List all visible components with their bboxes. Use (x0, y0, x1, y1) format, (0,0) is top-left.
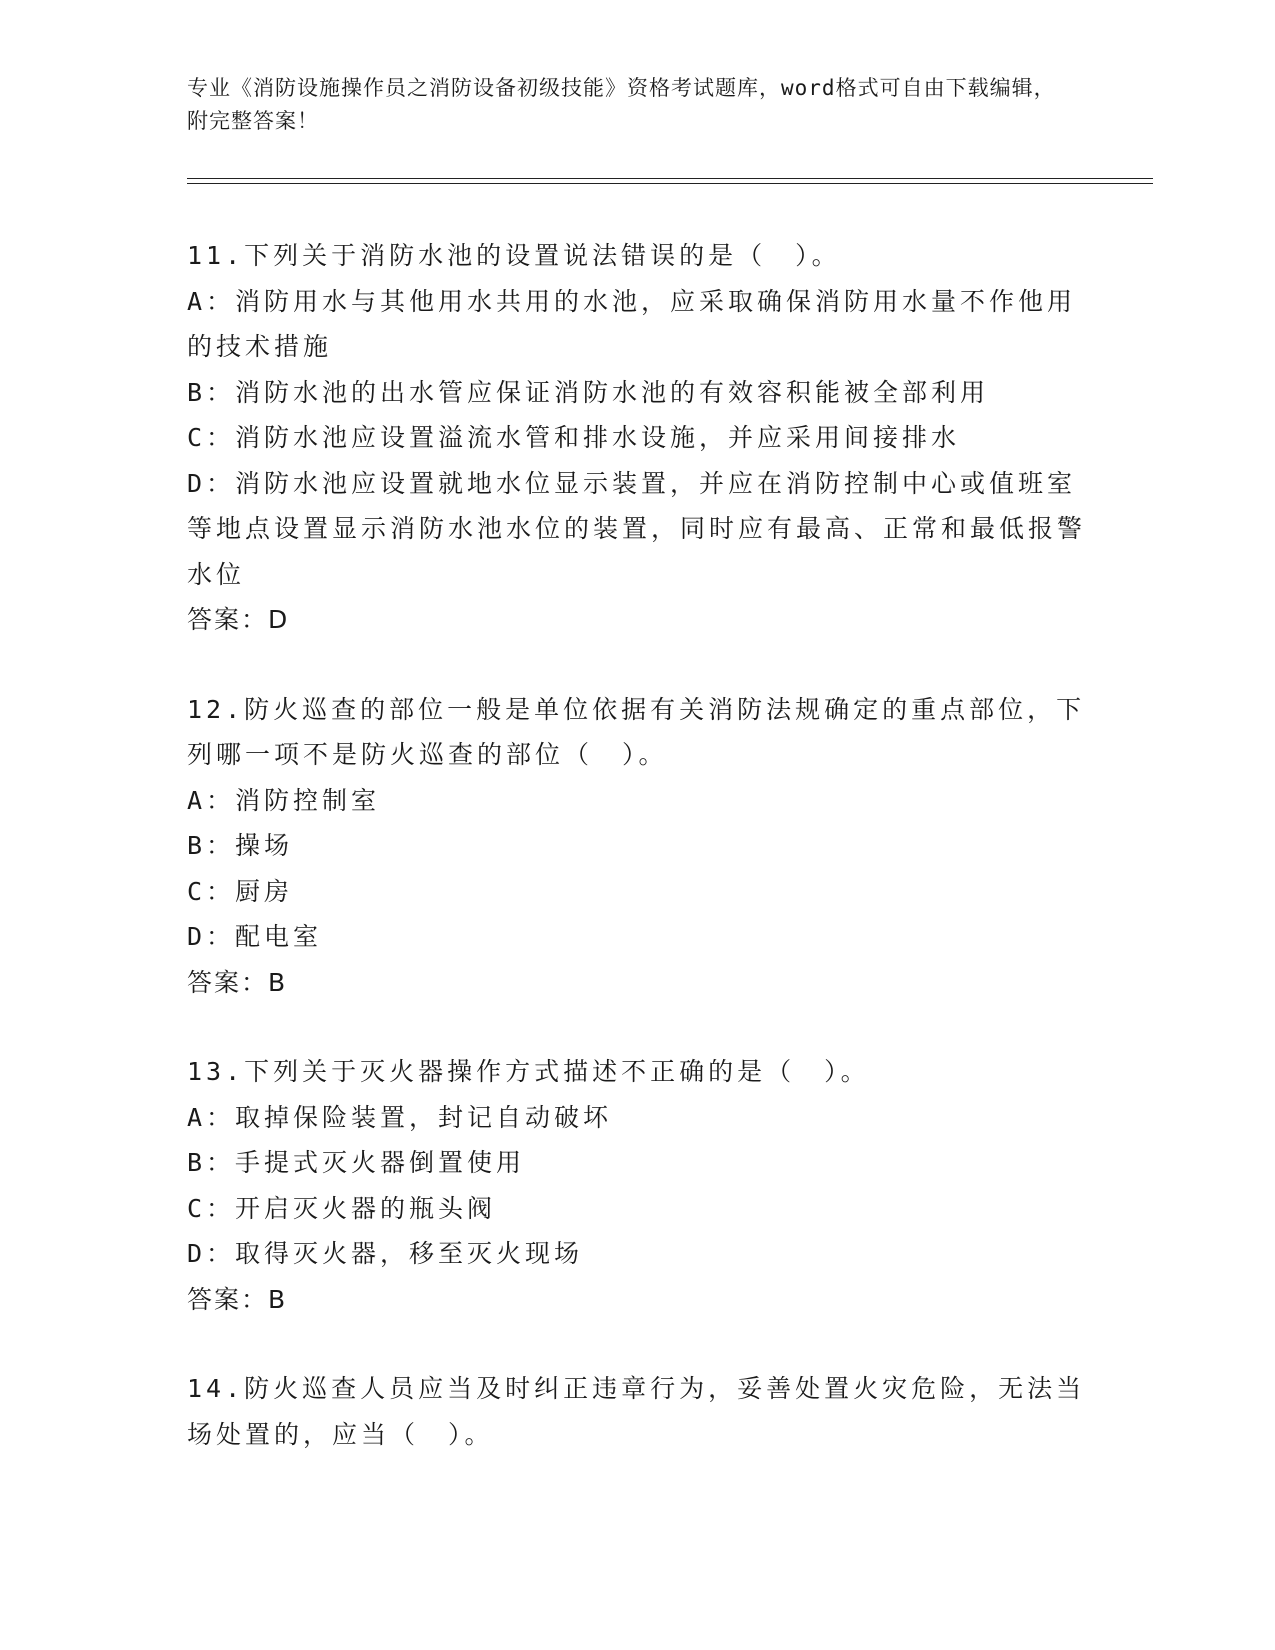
question-spacer (187, 643, 1087, 687)
option-b: B：手提式灭火器倒置使用 (187, 1148, 526, 1177)
option-c: C：开启灭火器的瓶头阀 (187, 1193, 497, 1223)
question-stem: 13.下列关于灭火器操作方式描述不正确的是（ ）。 (187, 1057, 870, 1086)
answer-line: 答案：D (187, 605, 290, 634)
question-stem: 11.下列关于消防水池的设置说法错误的是（ ）。 (187, 241, 841, 270)
question-list (187, 233, 1087, 1457)
question-12 (187, 687, 1087, 1006)
question-spacer (187, 1005, 1087, 1049)
option-c: C：厨房 (187, 876, 294, 906)
option-d: D：配电室 (187, 922, 323, 951)
header-rule-bottom (187, 183, 1153, 184)
option-b: B：消防水池的出水管应保证消防水池的有效容积能被全部利用 (187, 377, 990, 407)
option-d: D：消防水池应设置就地水位显示装置，并应在消防控制中心或值班室等地点设置显示消防水池水位的装置，同时应有最高、正常和最低报警水位 (187, 468, 1087, 589)
question-stem: 12.防火巡查的部位一般是单位依据有关消防法规确定的重点部位，下列哪一项不是防火巡查的部位（ ）。 (187, 694, 1086, 769)
question-spacer (187, 1322, 1087, 1366)
question-stem: 14.防火巡查人员应当及时纠正违章行为，妥善处置火灾危险，无法当场处置的，应当（ ）。 (187, 1374, 1086, 1449)
question-14 (187, 1366, 1087, 1457)
answer-line: 答案：B (187, 1284, 288, 1314)
option-a: A：消防控制室 (187, 785, 381, 815)
option-b: B：操场 (187, 831, 294, 860)
answer-line: 答案：B (187, 967, 288, 997)
option-c: C：消防水池应设置溢流水管和排水设施，并应采用间接排水 (187, 423, 961, 452)
option-a: A：消防用水与其他用水共用的水池，应采取确保消防用水量不作他用的技术措施 (187, 286, 1077, 361)
question-11 (187, 233, 1087, 643)
question-13 (187, 1049, 1087, 1322)
option-d: D：取得灭火器，移至灭火现场 (187, 1239, 584, 1268)
document-header: 专业《消防设施操作员之消防设备初级技能》资格考试题库，word格式可自由下载编辑，附完整答案！ (187, 76, 1056, 133)
header-rule-top (187, 178, 1153, 179)
option-a: A：取掉保险装置，封记自动破坏 (187, 1102, 613, 1132)
